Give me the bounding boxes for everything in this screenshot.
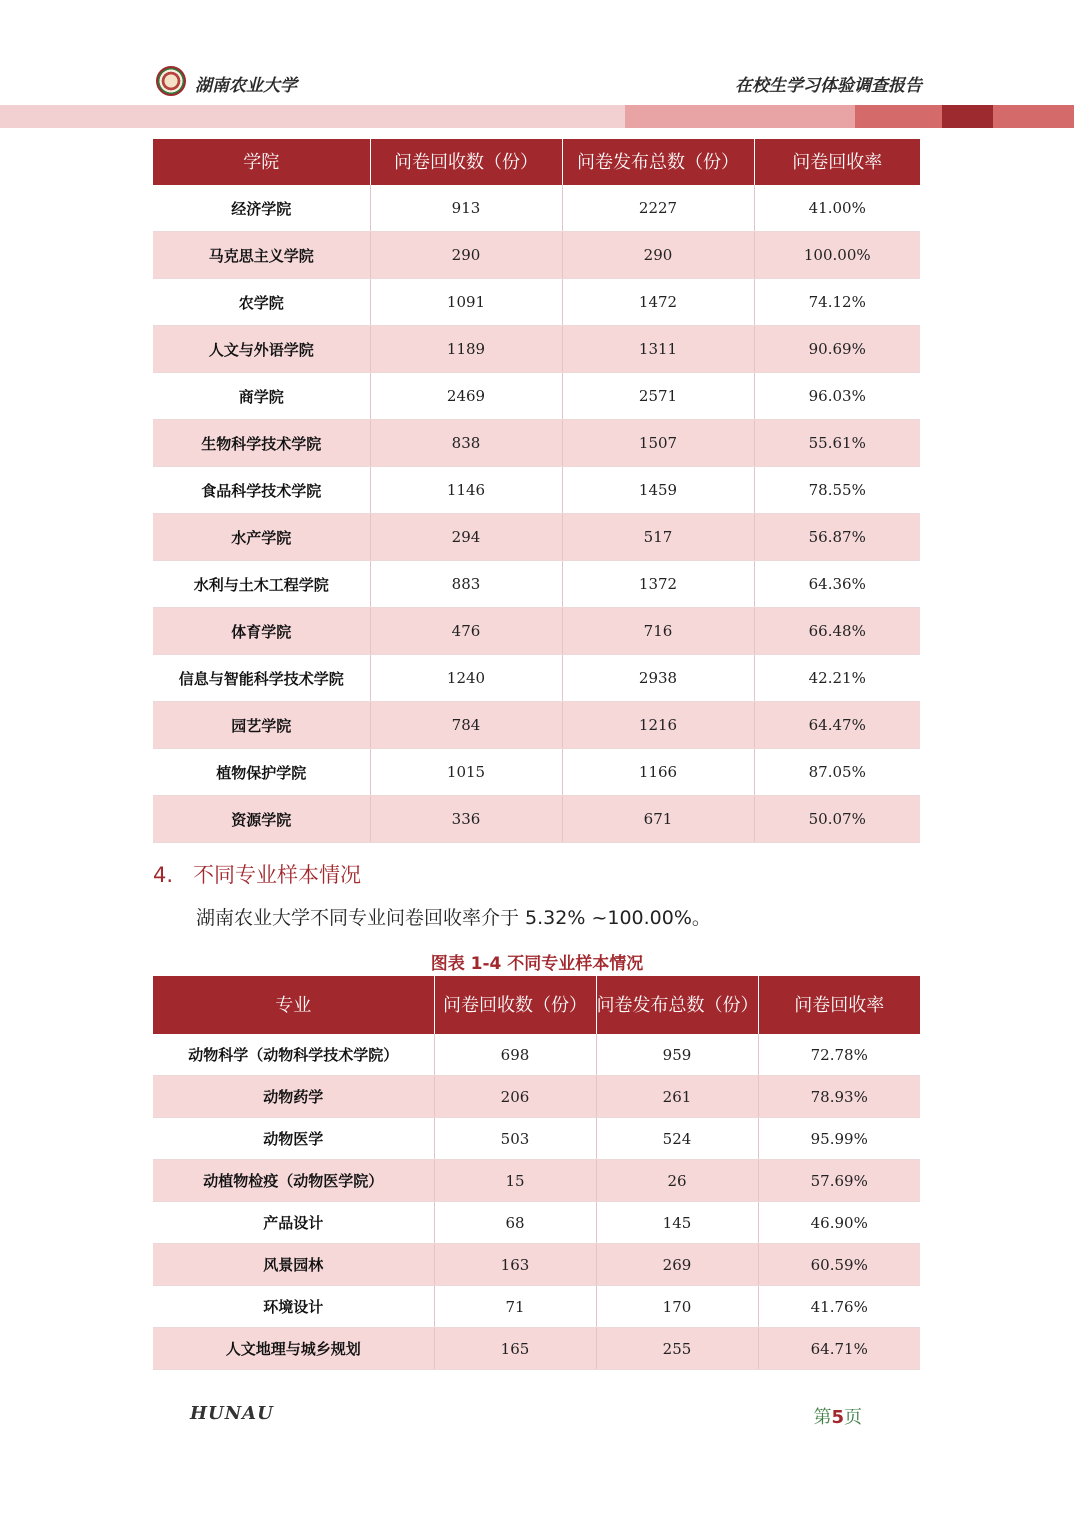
table-row [153,1034,920,1076]
section-heading [153,859,361,889]
table-cell: 2227 [562,185,754,232]
header-band [625,105,855,128]
table-row [153,279,920,326]
table-cell: 57.69% [758,1160,920,1202]
report-title: 在校生学习体验调查报告 [735,76,922,96]
table-cell: 671 [562,796,754,843]
table-cell: 15 [434,1160,596,1202]
college-sample-table [153,139,920,843]
row-label-cell: 马克思主义学院 [153,232,370,279]
table-cell: 68 [434,1202,596,1244]
table-cell: 74.12% [754,279,920,326]
row-label-cell: 食品科学技术学院 [153,467,370,514]
header-band [942,105,993,128]
table-row [153,232,920,279]
row-label-cell: 水利与土木工程学院 [153,561,370,608]
table-row [153,1160,920,1202]
table-cell: 95.99% [758,1118,920,1160]
table-cell: 145 [596,1202,758,1244]
table-cell: 1459 [562,467,754,514]
table-cell: 294 [370,514,562,561]
row-label-cell: 水产学院 [153,514,370,561]
table-cell: 64.71% [758,1328,920,1370]
row-label-cell: 人文与外语学院 [153,326,370,373]
table-cell: 784 [370,702,562,749]
table-row [153,702,920,749]
table-cell: 41.76% [758,1286,920,1328]
table-row [153,514,920,561]
header-band [0,105,625,128]
column-header: 学院 [153,139,370,185]
row-label-cell: 体育学院 [153,608,370,655]
table-cell: 1472 [562,279,754,326]
table-cell: 913 [370,185,562,232]
table-cell: 163 [434,1244,596,1286]
header-band [855,105,942,128]
column-header: 专业 [153,976,434,1034]
column-header: 问卷回收数（份） [434,976,596,1034]
table-cell: 165 [434,1328,596,1370]
table-cell: 56.87% [754,514,920,561]
table-cell: 698 [434,1034,596,1076]
table-cell: 87.05% [754,749,920,796]
school-name: 湖南农业大学 [195,76,297,96]
table-cell: 476 [370,608,562,655]
table-cell: 716 [562,608,754,655]
row-label-cell: 人文地理与城乡规划 [153,1328,434,1370]
row-label-cell: 农学院 [153,279,370,326]
table-cell: 290 [562,232,754,279]
table-cell: 959 [596,1034,758,1076]
table-header-row [153,139,920,185]
table-cell: 290 [370,232,562,279]
table-cell: 1189 [370,326,562,373]
table-cell: 2571 [562,373,754,420]
table-cell: 2938 [562,655,754,702]
table-row [153,1244,920,1286]
table-cell: 46.90% [758,1202,920,1244]
table-row [153,655,920,702]
table-cell: 41.00% [754,185,920,232]
table-cell: 100.00% [754,232,920,279]
table-cell: 1091 [370,279,562,326]
section-number: 4. [153,863,174,887]
table-cell: 64.47% [754,702,920,749]
column-header: 问卷发布总数（份） [562,139,754,185]
row-label-cell: 风景园林 [153,1244,434,1286]
table-row [153,1202,920,1244]
table-cell: 64.36% [754,561,920,608]
body-paragraph: 湖南农业大学不同专业问卷回收率介于 5.32% ~100.00%。 [196,907,711,929]
table-cell: 78.55% [754,467,920,514]
header-band [993,105,1074,128]
table-row [153,561,920,608]
row-label-cell: 生物科学技术学院 [153,420,370,467]
row-label-cell: 资源学院 [153,796,370,843]
table-cell: 1015 [370,749,562,796]
page-prefix: 第 [813,1407,832,1428]
row-label-cell: 动植物检疫（动物医学院） [153,1160,434,1202]
table-cell: 78.93% [758,1076,920,1118]
column-header: 问卷回收率 [758,976,920,1034]
row-label-cell: 产品设计 [153,1202,434,1244]
table-cell: 336 [370,796,562,843]
column-header: 问卷回收数（份） [370,139,562,185]
page-header [0,0,1074,132]
table-cell: 255 [596,1328,758,1370]
table-row [153,420,920,467]
row-label-cell: 环境设计 [153,1286,434,1328]
table-cell: 503 [434,1118,596,1160]
table-row [153,326,920,373]
table-cell: 838 [370,420,562,467]
table-cell: 60.59% [758,1244,920,1286]
table-cell: 1146 [370,467,562,514]
table-cell: 66.48% [754,608,920,655]
table-cell: 517 [562,514,754,561]
table-cell: 50.07% [754,796,920,843]
page-number-value: 5 [831,1407,844,1428]
table-cell: 1166 [562,749,754,796]
table-cell: 1507 [562,420,754,467]
column-header: 问卷发布总数（份） [596,976,758,1034]
table-row [153,373,920,420]
major-sample-table [153,976,920,1370]
table-cell: 269 [596,1244,758,1286]
table-row [153,1286,920,1328]
row-label-cell: 动物医学 [153,1118,434,1160]
table-cell: 71 [434,1286,596,1328]
row-label-cell: 园艺学院 [153,702,370,749]
row-label-cell: 动物药学 [153,1076,434,1118]
table-cell: 1372 [562,561,754,608]
table-row [153,749,920,796]
table-cell: 1216 [562,702,754,749]
table-cell: 42.21% [754,655,920,702]
table-row [153,1328,920,1370]
table-cell: 1311 [562,326,754,373]
table-row [153,185,920,232]
table-cell: 206 [434,1076,596,1118]
table-row [153,1076,920,1118]
row-label-cell: 经济学院 [153,185,370,232]
table-row [153,467,920,514]
page-number [813,1403,862,1429]
table-row [153,608,920,655]
page-suffix: 页 [844,1407,862,1428]
table-cell: 72.78% [758,1034,920,1076]
row-label-cell: 信息与智能科学技术学院 [153,655,370,702]
table-cell: 524 [596,1118,758,1160]
table-cell: 96.03% [754,373,920,420]
table-row [153,1118,920,1160]
university-logo-icon [156,66,186,96]
table-caption: 图表 1-4 不同专业样本情况 [430,954,644,974]
footer-logo-text: HUNAU [190,1403,274,1424]
table-row [153,796,920,843]
row-label-cell: 植物保护学院 [153,749,370,796]
table-cell: 2469 [370,373,562,420]
table-cell: 170 [596,1286,758,1328]
table-header-row [153,976,920,1034]
table-cell: 1240 [370,655,562,702]
row-label-cell: 动物科学（动物科学技术学院） [153,1034,434,1076]
table-cell: 90.69% [754,326,920,373]
column-header: 问卷回收率 [754,139,920,185]
table-cell: 261 [596,1076,758,1118]
section-title: 不同专业样本情况 [193,863,362,887]
row-label-cell: 商学院 [153,373,370,420]
table-cell: 55.61% [754,420,920,467]
table-cell: 26 [596,1160,758,1202]
table-cell: 883 [370,561,562,608]
